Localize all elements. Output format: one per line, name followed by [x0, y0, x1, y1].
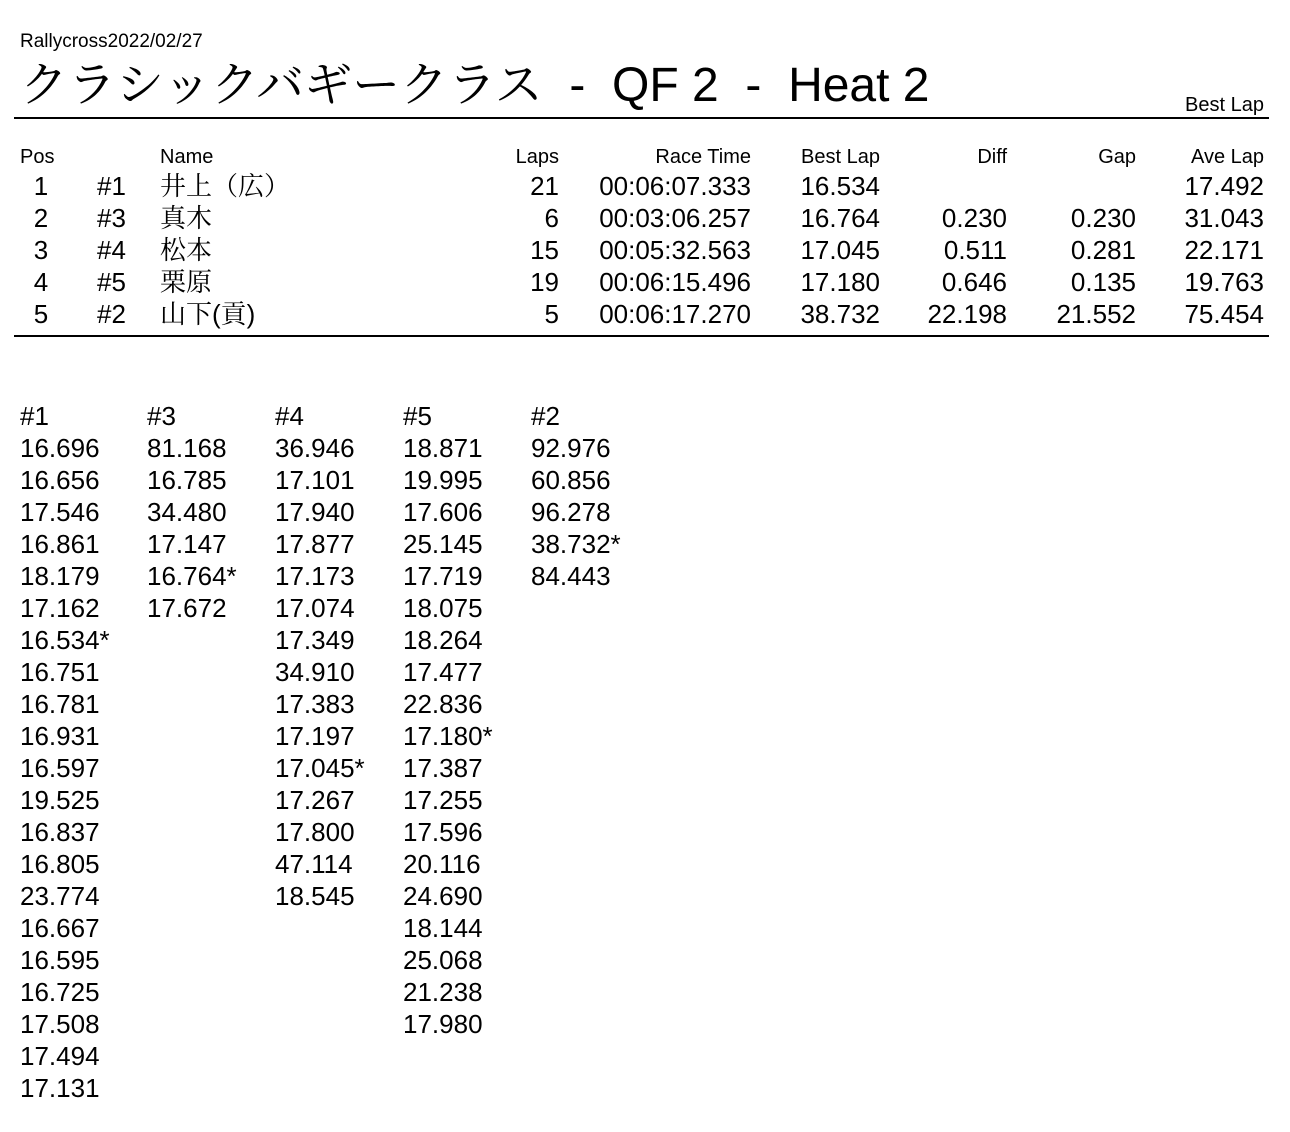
lap-time-cell: 18.871: [403, 433, 483, 463]
lap-time-cell: 96.278: [531, 497, 611, 527]
best-lap-cell: 17.180: [800, 267, 880, 297]
gap-cell: 0.230: [1070, 203, 1136, 233]
laps-cell: 15: [530, 235, 559, 265]
lap-time-cell: 60.856: [531, 465, 611, 495]
laps-cell: 5: [544, 299, 559, 329]
lap-time-cell: 16.837: [20, 817, 100, 847]
lap-time-cell: 17.349: [275, 625, 355, 655]
ave-lap-cell: 31.043: [1184, 203, 1264, 233]
lap-time-cell: 22.836: [403, 689, 483, 719]
lap-column-car-number: #5: [403, 401, 432, 431]
driver-name-cell: 松本: [160, 235, 213, 265]
pos-cell: 2: [33, 203, 49, 233]
lap-time-cell: 92.976: [531, 433, 611, 463]
pos-cell: 1: [33, 171, 49, 201]
lap-column-car-number: #2: [531, 401, 560, 431]
lap-time-cell: 34.910: [275, 657, 355, 687]
lap-times-column: [403, 400, 527, 1040]
lap-time-cell: 16.861: [20, 529, 100, 559]
car-number-cell: #5: [97, 267, 126, 297]
table-row: [0, 266, 1290, 298]
lap-time-cell: 16.667: [20, 913, 100, 943]
lap-time-cell: 17.173: [275, 561, 355, 591]
car-number-cell: #4: [97, 235, 126, 265]
ave-lap-cell: 22.171: [1184, 235, 1264, 265]
driver-name-cell: 栗原: [160, 267, 213, 297]
lap-time-cell: 17.383: [275, 689, 355, 719]
ave-lap-cell: 17.492: [1184, 171, 1264, 201]
car-number-cell: #3: [97, 203, 126, 233]
laps-cell: 6: [544, 203, 559, 233]
lap-time-cell: 16.785: [147, 465, 227, 495]
lap-time-cell: 17.672: [147, 593, 227, 623]
best-lap-cell: 16.534: [800, 171, 880, 201]
lap-time-cell: 17.180*: [403, 721, 493, 751]
lap-time-cell: 16.764*: [147, 561, 237, 591]
lap-time-cell: 17.267: [275, 785, 355, 815]
lap-time-cell: 18.179: [20, 561, 100, 591]
lap-column-car-number: #4: [275, 401, 304, 431]
laps-cell: 21: [530, 171, 559, 201]
lap-time-cell: 17.162: [20, 593, 100, 623]
lap-time-cell: 16.751: [20, 657, 100, 687]
report-type-label: Best Lap: [1185, 94, 1264, 116]
lap-time-cell: 17.719: [403, 561, 483, 591]
lap-time-cell: 17.074: [275, 593, 355, 623]
header-laps: Laps: [515, 146, 559, 168]
lap-time-cell: 18.075: [403, 593, 483, 623]
lap-time-cell: 25.145: [403, 529, 483, 559]
lap-time-cell: 16.725: [20, 977, 100, 1007]
lap-times-column: [531, 400, 655, 592]
lap-times-column: [275, 400, 399, 912]
lap-time-cell: 84.443: [531, 561, 611, 591]
lap-times-column: [20, 400, 144, 1104]
lap-time-cell: 47.114: [275, 849, 353, 879]
top-divider: [14, 117, 1269, 119]
lap-time-cell: 34.480: [147, 497, 227, 527]
header-best-lap: Best Lap: [801, 146, 880, 168]
diff-cell: 0.511: [943, 235, 1007, 265]
lap-time-cell: 17.101: [275, 465, 355, 495]
header-diff: Diff: [977, 146, 1007, 168]
best-lap-cell: 38.732: [800, 299, 880, 329]
race-time-cell: 00:06:15.496: [599, 267, 751, 297]
race-time-cell: 00:05:32.563: [599, 235, 751, 265]
lap-time-cell: 17.877: [275, 529, 355, 559]
lap-time-cell: 16.534*: [20, 625, 110, 655]
lap-time-cell: 16.656: [20, 465, 100, 495]
header-gap: Gap: [1098, 146, 1136, 168]
lap-time-cell: 17.387: [403, 753, 483, 783]
ave-lap-cell: 75.454: [1184, 299, 1264, 329]
lap-time-cell: 17.980: [403, 1009, 483, 1039]
table-row: [0, 234, 1290, 266]
bottom-divider: [14, 335, 1269, 337]
diff-cell: 0.230: [941, 203, 1007, 233]
lap-time-cell: 16.595: [20, 945, 100, 975]
table-row: [0, 170, 1290, 202]
lap-time-cell: 17.940: [275, 497, 355, 527]
lap-column-car-number: #1: [20, 401, 49, 431]
header-ave-lap: Ave Lap: [1190, 146, 1264, 168]
race-time-cell: 00:03:06.257: [599, 203, 751, 233]
header-name: Name: [160, 146, 214, 168]
table-row: [0, 202, 1290, 234]
lap-column-car-number: #3: [147, 401, 176, 431]
lap-time-cell: 17.477: [403, 657, 483, 687]
race-time-cell: 00:06:17.270: [599, 299, 751, 329]
lap-time-cell: 17.508: [20, 1009, 100, 1039]
lap-time-cell: 21.238: [403, 977, 483, 1007]
page-title: クラシックバギークラス - QF 2 - Heat 2: [20, 59, 930, 112]
lap-time-cell: 18.264: [403, 625, 483, 655]
lap-time-cell: 16.805: [20, 849, 100, 879]
lap-time-cell: 17.045*: [275, 753, 365, 783]
driver-name-cell: 山下(貢): [160, 299, 256, 329]
lap-time-cell: 25.068: [403, 945, 483, 975]
gap-cell: 0.281: [1070, 235, 1136, 265]
lap-time-cell: 81.168: [147, 433, 227, 463]
header-pos: Pos: [20, 146, 55, 168]
lap-time-cell: 16.931: [20, 721, 100, 751]
lap-time-cell: 17.197: [275, 721, 355, 751]
results-header-row: [0, 144, 1290, 170]
best-lap-cell: 17.045: [800, 235, 880, 265]
lap-time-cell: 17.147: [147, 529, 227, 559]
header-race-time: Race Time: [655, 146, 751, 168]
car-number-cell: #2: [97, 299, 126, 329]
lap-time-cell: 17.596: [403, 817, 483, 847]
lap-time-cell: 19.995: [403, 465, 483, 495]
lap-time-cell: 16.696: [20, 433, 100, 463]
lap-time-cell: 38.732*: [531, 529, 621, 559]
ave-lap-cell: 19.763: [1184, 267, 1264, 297]
pos-cell: 3: [33, 235, 49, 265]
lap-time-cell: 20.116: [403, 849, 481, 879]
driver-name-cell: 井上（広）: [160, 171, 291, 201]
car-number-cell: #1: [97, 171, 126, 201]
driver-name-cell: 真木: [160, 203, 213, 233]
lap-times-column: [147, 400, 271, 624]
lap-time-cell: 19.525: [20, 785, 100, 815]
lap-time-cell: 17.800: [275, 817, 355, 847]
table-row: [0, 298, 1290, 330]
lap-time-cell: 17.494: [20, 1041, 100, 1071]
lap-time-cell: 17.546: [20, 497, 100, 527]
race-time-cell: 00:06:07.333: [599, 171, 751, 201]
lap-time-cell: 24.690: [403, 881, 483, 911]
pos-cell: 5: [33, 299, 49, 329]
lap-time-cell: 36.946: [275, 433, 355, 463]
gap-cell: 0.135: [1070, 267, 1136, 297]
lap-time-cell: 17.606: [403, 497, 483, 527]
lap-time-cell: 23.774: [20, 881, 100, 911]
event-subtitle: Rallycross2022/02/27: [20, 31, 203, 52]
results-table: [0, 144, 1290, 330]
best-lap-cell: 16.764: [800, 203, 880, 233]
pos-cell: 4: [33, 267, 49, 297]
gap-cell: 21.552: [1056, 299, 1136, 329]
lap-time-cell: 18.144: [403, 913, 483, 943]
diff-cell: 22.198: [927, 299, 1007, 329]
diff-cell: 0.646: [941, 267, 1007, 297]
lap-time-cell: 18.545: [275, 881, 355, 911]
lap-time-cell: 17.131: [20, 1073, 100, 1103]
laps-cell: 19: [530, 267, 559, 297]
lap-time-cell: 16.781: [20, 689, 100, 719]
lap-time-cell: 16.597: [20, 753, 100, 783]
lap-time-cell: 17.255: [403, 785, 483, 815]
